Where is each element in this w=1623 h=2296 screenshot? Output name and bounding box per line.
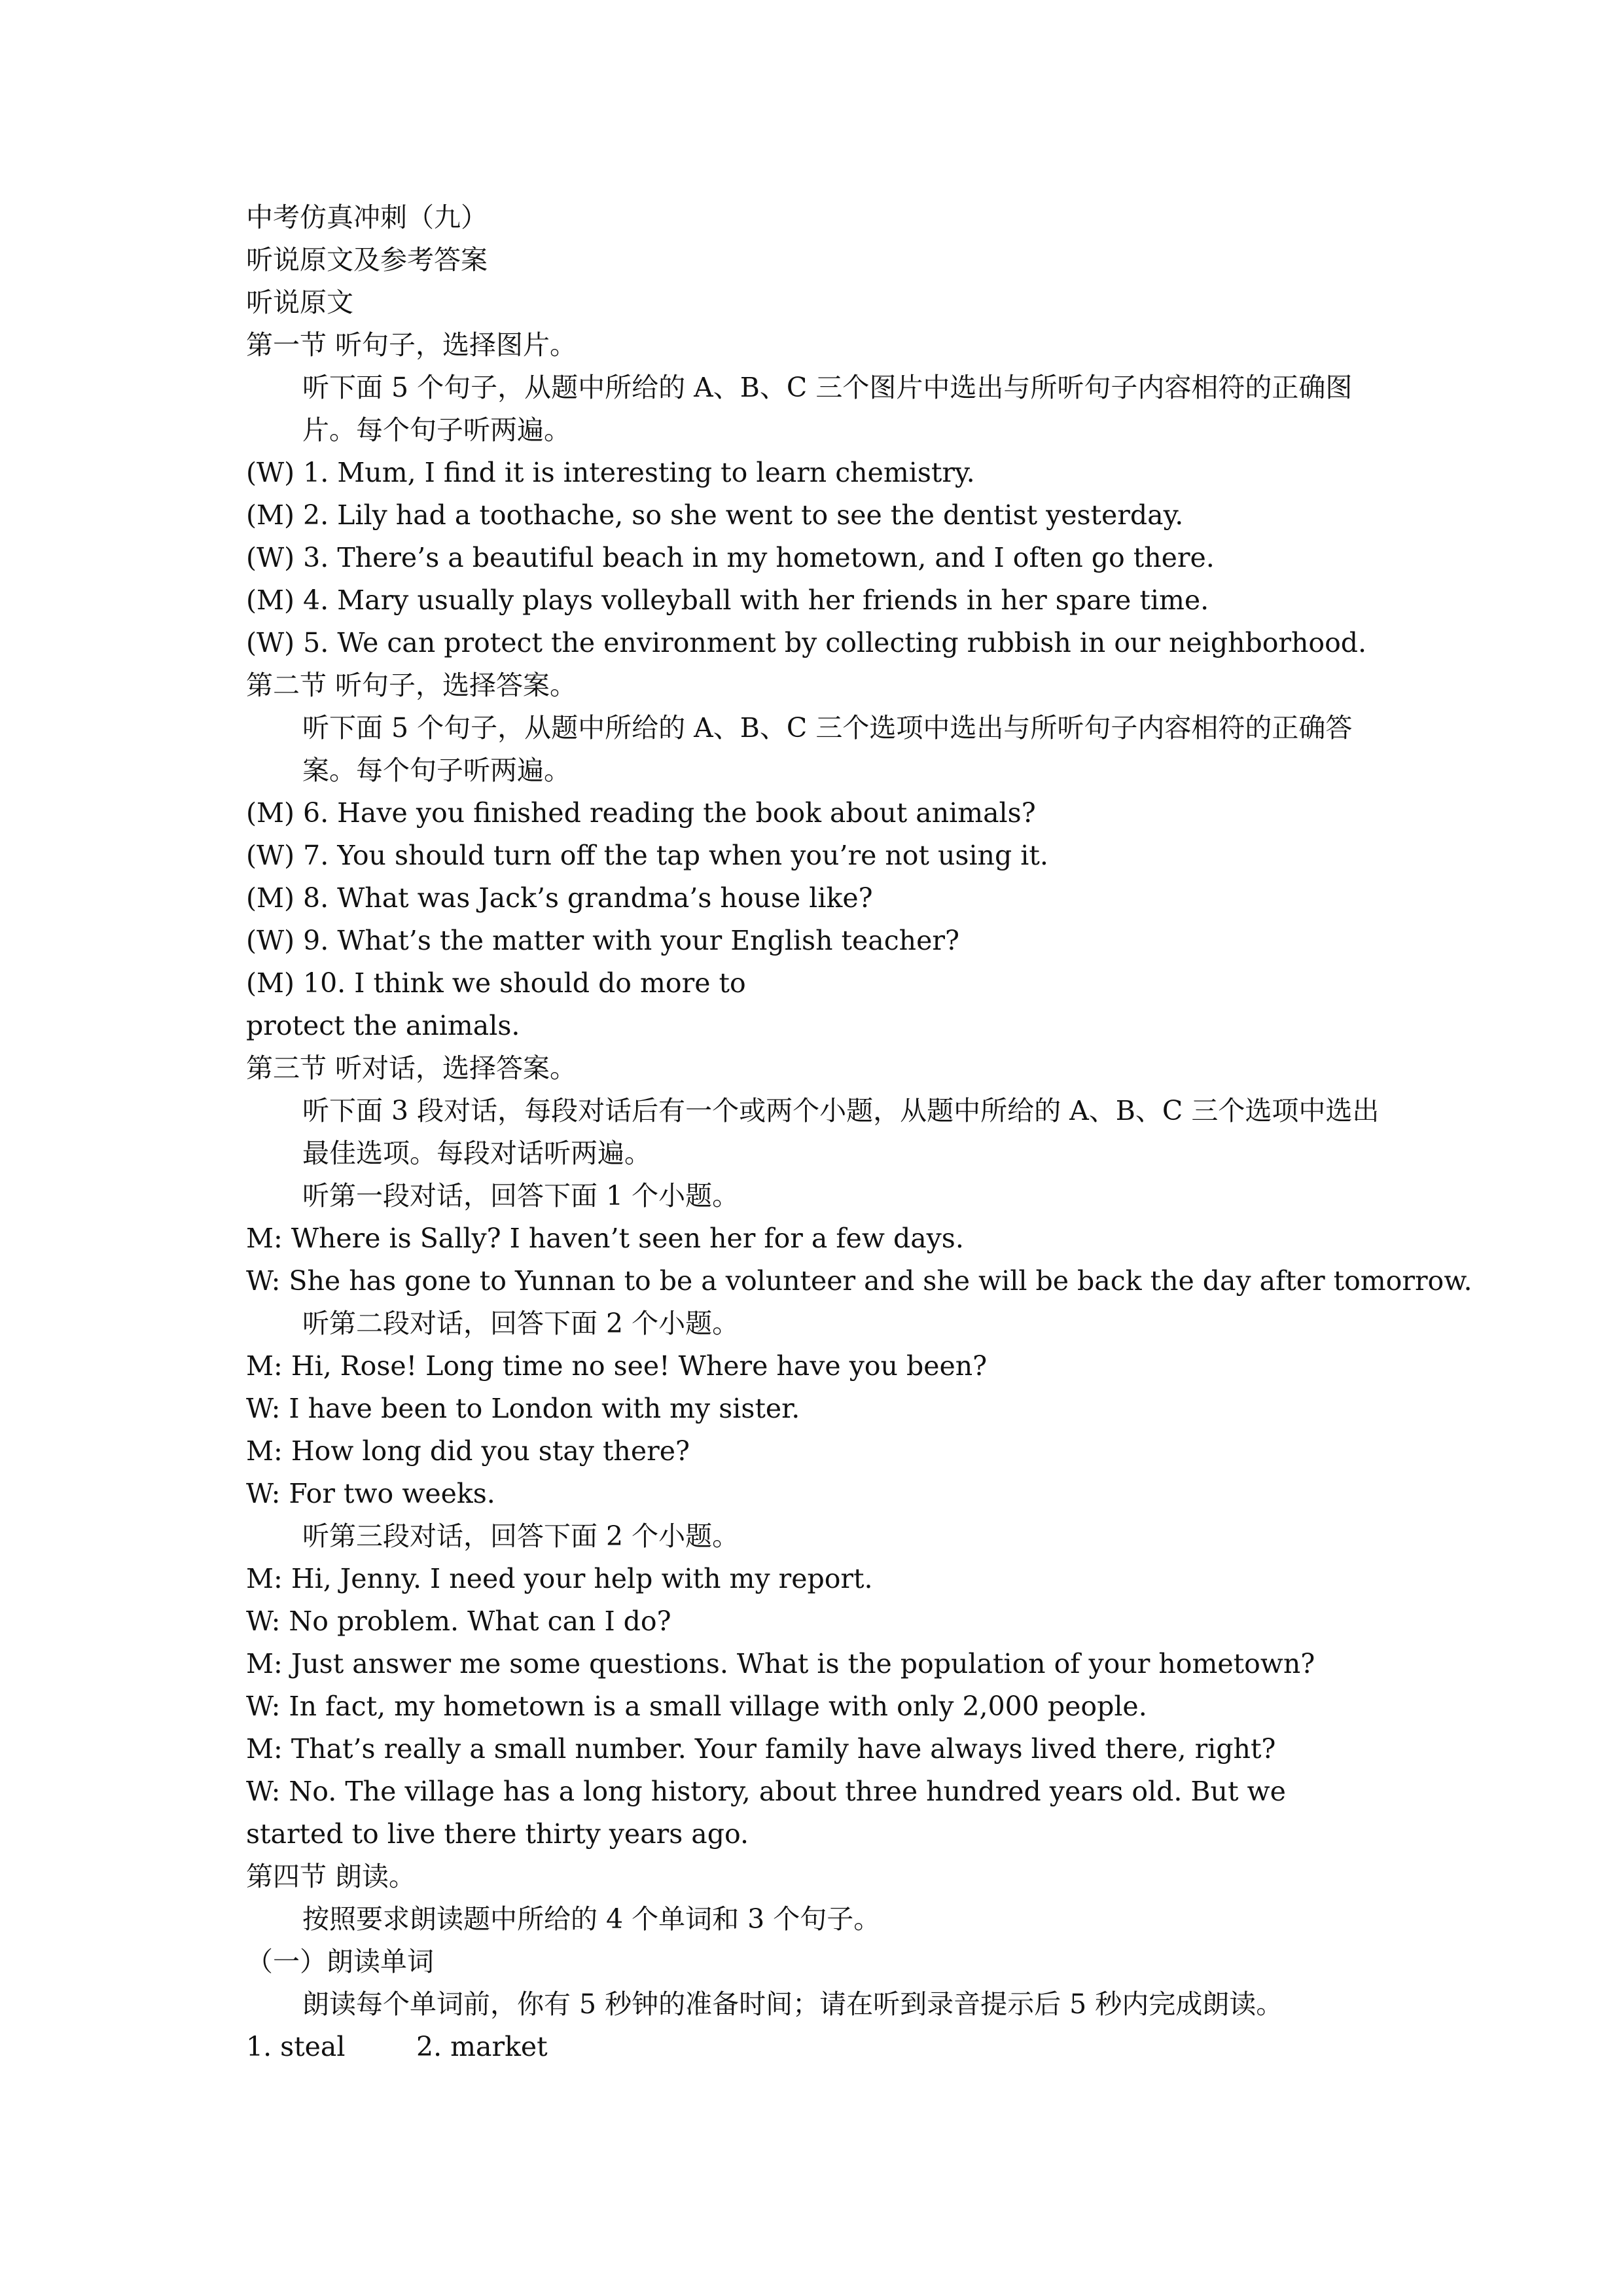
section4-part1-instruction: 朗读每个单词前，你有 5 秒钟的准备时间；请在听到录音提示后 5 秒内完成朗读。 <box>302 1988 1283 2020</box>
dialogue-line: M: That’s really a small number. Your family have always lived there, right? <box>246 1733 1276 1765</box>
dialogue-line: W: For two weeks. <box>246 1478 495 1509</box>
dialogue-line: M: Just answer me some questions. What is the population of your hometown? <box>246 1648 1315 1679</box>
dialogue-line: M: Hi, Rose! Long time no see! Where have you been? <box>246 1350 988 1382</box>
section2-title: 第二节 听句子，选择答案。 <box>246 670 577 701</box>
section2-item: (M) 6. Have you finished reading the book about animals? <box>246 797 1036 829</box>
section4-title: 第四节 朗读。 <box>246 1861 416 1892</box>
dialogue3-intro: 听第三段对话，回答下面 2 个小题。 <box>302 1520 740 1552</box>
dialogue-line: W: No. The village has a long history, about three hundred years old. But we started to live there thirty years ago. <box>246 1776 1286 1850</box>
dialogue-line: M: Where is Sally? I haven’t seen her for a few days. <box>246 1223 964 1254</box>
section1-item: (M) 4. Mary usually plays volleyball with her friends in her spare time. <box>246 584 1209 616</box>
section1-item: (M) 2. Lily had a toothache, so she went to see the dentist yesterday. <box>246 499 1184 531</box>
section1-instruction: 听下面 5 个句子，从题中所给的 A、B、C 三个图片中选出与所听句子内容相符的正确图片。每个句子听两遍。 <box>302 372 1353 446</box>
dialogue2-intro: 听第二段对话，回答下面 2 个小题。 <box>302 1308 740 1339</box>
dialogue-line: M: Hi, Jenny. I need your help with my report. <box>246 1563 873 1594</box>
section4-instruction: 按照要求朗读题中所给的 4 个单词和 3 个句子。 <box>302 1903 881 1935</box>
section4-part1-title: （一）朗读单词 <box>246 1946 434 1977</box>
section2-item: (M) 8. What was Jack’s grandma’s house like? <box>246 882 873 914</box>
section2-item: (W) 7. You should turn off the tap when you’re not using it. <box>246 840 1048 871</box>
section2-item: (W) 9. What’s the matter with your English teacher? <box>246 925 959 956</box>
dialogue-line: W: No problem. What can I do? <box>246 1605 671 1637</box>
section2-item-continued: protect the animals. <box>246 1010 520 1041</box>
section1-item: (W) 5. We can protect the environment by collecting rubbish in our neighborhood. <box>246 627 1367 658</box>
word-item: 2. market <box>416 2031 548 2062</box>
dialogue1-intro: 听第一段对话，回答下面 1 个小题。 <box>302 1180 740 1211</box>
section1-item: (W) 1. Mum, I find it is interesting to learn chemistry. <box>246 457 975 488</box>
section1-item: (W) 3. There’s a beautiful beach in my hometown, and I often go there. <box>246 542 1215 573</box>
dialogue-line: W: She has gone to Yunnan to be a volunteer and she will be back the day after tomorrow. <box>246 1265 1472 1297</box>
document-title: 中考仿真冲刺（九） <box>246 202 488 233</box>
document-page <box>246 196 1472 2068</box>
transcript-heading: 听说原文 <box>246 287 353 318</box>
word-item: 1. steal <box>246 2031 346 2062</box>
word-list <box>246 2026 1385 2068</box>
section2-item: (M) 10. I think we should do more to <box>246 967 746 999</box>
document-subtitle: 听说原文及参考答案 <box>246 244 488 276</box>
section1-title: 第一节 听句子，选择图片。 <box>246 329 577 361</box>
dialogue-line: W: In fact, my hometown is a small village with only 2,000 people. <box>246 1691 1147 1722</box>
section2-instruction: 听下面 5 个句子，从题中所给的 A、B、C 三个选项中选出与所听句子内容相符的正确答案。每个句子听两遍。 <box>302 712 1353 786</box>
section3-instruction: 听下面 3 段对话，每段对话后有一个或两个小题，从题中所给的 A、B、C 三个选项中选出最佳选项。每段对话听两遍。 <box>302 1095 1380 1169</box>
section3-title: 第三节 听对话，选择答案。 <box>246 1052 577 1084</box>
dialogue-line: W: I have been to London with my sister. <box>246 1393 800 1424</box>
dialogue-line: M: How long did you stay there? <box>246 1435 690 1467</box>
